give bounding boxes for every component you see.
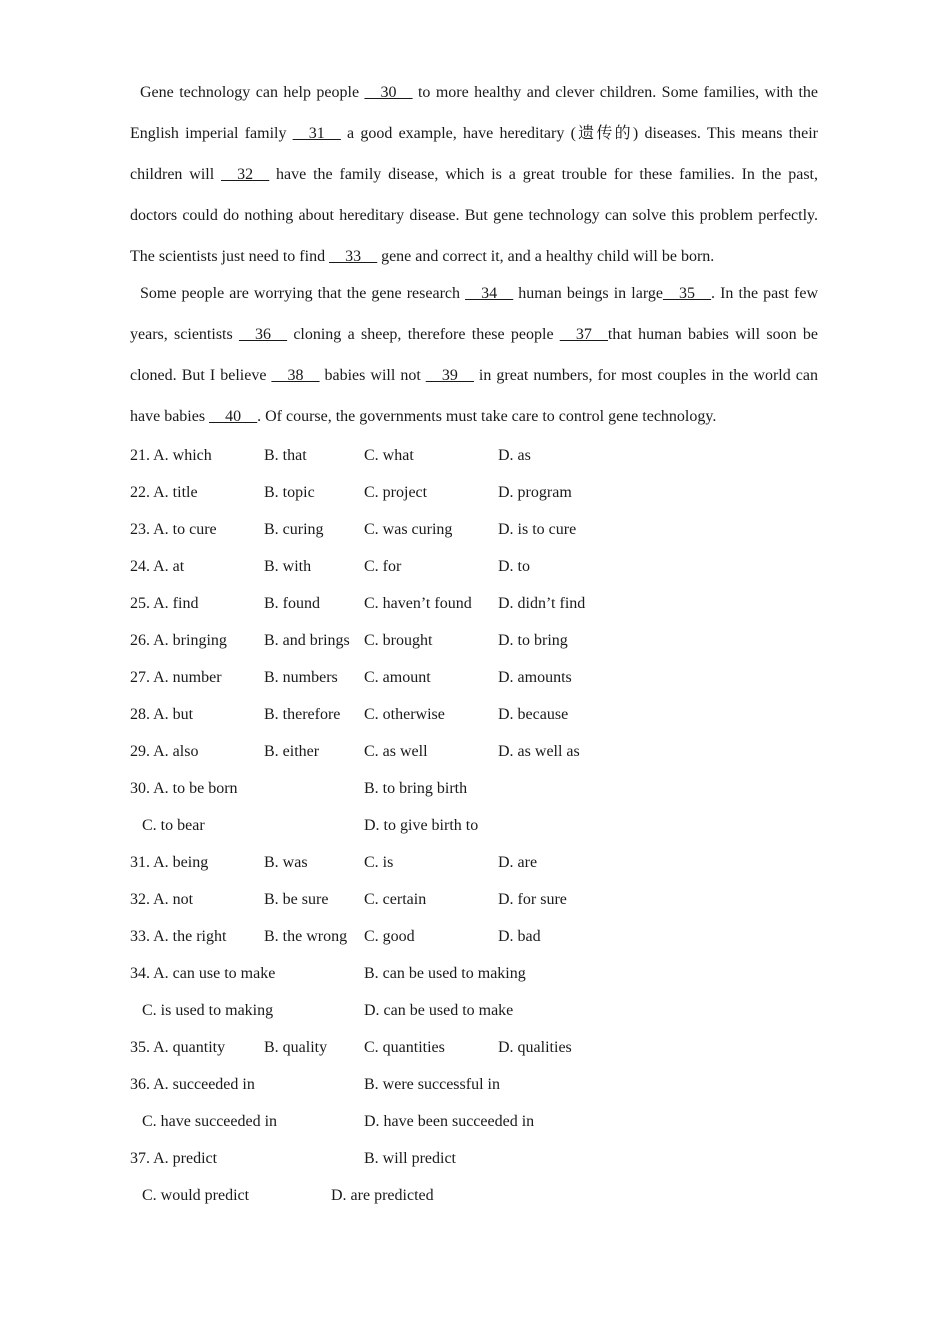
- passage-text: Some people are worrying that the gene research: [140, 285, 466, 302]
- passage-text: . In the past few years, scientists: [130, 285, 818, 343]
- question-row: [130, 733, 818, 770]
- answer-option: B. with: [264, 558, 312, 575]
- passage-paragraph-1: [130, 72, 818, 277]
- answer-option: 23. A. to cure: [130, 521, 217, 538]
- question-row: [130, 955, 818, 992]
- answer-option: B. topic: [264, 484, 315, 501]
- answer-option: D. as: [498, 447, 531, 464]
- answer-option: D. bad: [498, 928, 541, 945]
- answer-option: B. to bring birth: [364, 780, 468, 797]
- passage-text: babies will not: [319, 367, 426, 384]
- answer-option: B. quality: [264, 1039, 328, 1056]
- answer-option: C. good: [364, 928, 415, 945]
- answer-option: 34. A. can use to make: [130, 965, 276, 982]
- question-row: [130, 585, 818, 622]
- passage-text: that human babies will soon be cloned. But I believe: [130, 326, 818, 384]
- answer-option: 32. A. not: [130, 891, 194, 908]
- answer-option: 29. A. also: [130, 743, 199, 760]
- passage-text: human beings in large: [513, 285, 663, 302]
- question-row: [130, 881, 818, 918]
- passage-paragraph-2: [130, 273, 818, 437]
- question-row: [130, 474, 818, 511]
- answer-blank: __37__: [559, 326, 608, 343]
- passage-text: to more healthy and clever children. Some families, with the English imperial family: [130, 84, 818, 142]
- passage-text: gene and correct it, and a healthy child will be born.: [377, 248, 715, 265]
- answer-option: C. otherwise: [364, 706, 445, 723]
- answer-option: B. that: [264, 447, 307, 464]
- answer-option: D. for sure: [498, 891, 567, 908]
- question-row: [130, 622, 818, 659]
- answer-option: D. didn’t find: [498, 595, 586, 612]
- answer-option: B. can be used to making: [364, 965, 526, 982]
- answer-option: B. the wrong: [264, 928, 348, 945]
- answer-option: D. as well as: [498, 743, 580, 760]
- answer-blank: __31__: [292, 125, 341, 142]
- question-row: [130, 1140, 818, 1177]
- passage-text: in great numbers, for most couples in the world can have babies: [130, 367, 818, 425]
- answer-option: C. haven’t found: [364, 595, 472, 612]
- question-row: [130, 511, 818, 548]
- answer-option: D. qualities: [498, 1039, 572, 1056]
- question-row: [130, 659, 818, 696]
- answer-option: D. to: [498, 558, 530, 575]
- answer-option: D. have been succeeded in: [364, 1113, 535, 1130]
- question-row: [130, 918, 818, 955]
- answer-option: B. were successful in: [364, 1076, 500, 1093]
- question-row: [130, 1066, 818, 1103]
- answer-blank: __35__: [662, 285, 711, 302]
- answer-option: C. amount: [364, 669, 431, 686]
- answer-blank: __39__: [425, 367, 474, 384]
- answer-option: 22. A. title: [130, 484, 198, 501]
- answer-option: 25. A. find: [130, 595, 199, 612]
- answer-blank: __32__: [221, 166, 270, 183]
- answer-blank: __33__: [329, 248, 378, 265]
- answer-option: C. is used to making: [142, 1002, 274, 1019]
- answer-option: C. is: [364, 854, 394, 871]
- question-row: [130, 770, 818, 807]
- answer-option: D. are: [498, 854, 538, 871]
- answer-option: B. curing: [264, 521, 324, 538]
- question-row: [130, 1029, 818, 1066]
- answer-option: C. what: [364, 447, 414, 464]
- answer-option: C. brought: [364, 632, 433, 649]
- question-row: [130, 1103, 818, 1140]
- answer-option: 31. A. being: [130, 854, 209, 871]
- answer-option: 36. A. succeeded in: [130, 1076, 255, 1093]
- answer-option: D. amounts: [498, 669, 572, 686]
- answer-option: 33. A. the right: [130, 928, 227, 945]
- passage-text: a good example, have hereditary (遗传的) diseases. This means their children will: [130, 125, 818, 183]
- answer-option: B. was: [264, 854, 308, 871]
- question-row: [130, 548, 818, 585]
- answer-option: 24. A. at: [130, 558, 185, 575]
- answer-option: C. as well: [364, 743, 428, 760]
- answer-blank: __40__: [209, 408, 258, 425]
- answer-blank: __30__: [364, 84, 413, 101]
- answer-option: D. to give birth to: [364, 817, 479, 834]
- answer-option: B. either: [264, 743, 320, 760]
- answer-option: C. was curing: [364, 521, 453, 538]
- question-options: [130, 437, 818, 1214]
- question-row: [130, 1177, 818, 1214]
- question-row: [130, 696, 818, 733]
- answer-option: B. will predict: [364, 1150, 456, 1167]
- question-row: [130, 807, 818, 844]
- answer-option: 27. A. number: [130, 669, 222, 686]
- answer-option: D. can be used to make: [364, 1002, 514, 1019]
- passage-text: have the family disease, which is a great trouble for these families. In the past, doctors could do nothing about hereditary disease. But gene technology can solve this problem perfectly. The scientists just need to find: [130, 166, 819, 265]
- answer-option: C. quantities: [364, 1039, 445, 1056]
- answer-option: C. to bear: [142, 817, 205, 834]
- question-row: [130, 844, 818, 881]
- answer-option: D. are predicted: [331, 1187, 434, 1204]
- answer-option: B. found: [264, 595, 320, 612]
- answer-option: D. because: [498, 706, 569, 723]
- answer-option: C. would predict: [142, 1187, 250, 1204]
- document-page: [130, 72, 818, 1214]
- answer-blank: __34__: [465, 285, 514, 302]
- answer-option: 35. A. quantity: [130, 1039, 226, 1056]
- answer-option: C. certain: [364, 891, 427, 908]
- answer-option: B. and brings: [264, 632, 350, 649]
- answer-option: D. to bring: [498, 632, 568, 649]
- answer-option: B. be sure: [264, 891, 329, 908]
- answer-option: C. project: [364, 484, 428, 501]
- passage-text: cloning a sheep, therefore these people: [287, 326, 560, 343]
- answer-option: C. for: [364, 558, 402, 575]
- answer-option: D. is to cure: [498, 521, 577, 538]
- question-row: [130, 992, 818, 1029]
- answer-option: 21. A. which: [130, 447, 212, 464]
- answer-option: D. program: [498, 484, 572, 501]
- answer-option: B. therefore: [264, 706, 341, 723]
- answer-option: 26. A. bringing: [130, 632, 227, 649]
- answer-option: 30. A. to be born: [130, 780, 238, 797]
- answer-option: B. numbers: [264, 669, 338, 686]
- answer-option: 28. A. but: [130, 706, 194, 723]
- answer-blank: __38__: [271, 367, 320, 384]
- answer-option: 37. A. predict: [130, 1150, 218, 1167]
- question-row: [130, 437, 818, 474]
- passage-text: Gene technology can help people: [140, 84, 365, 101]
- passage-text: . Of course, the governments must take care to control gene technology.: [257, 408, 717, 425]
- answer-option: C. have succeeded in: [142, 1113, 278, 1130]
- answer-blank: __36__: [239, 326, 288, 343]
